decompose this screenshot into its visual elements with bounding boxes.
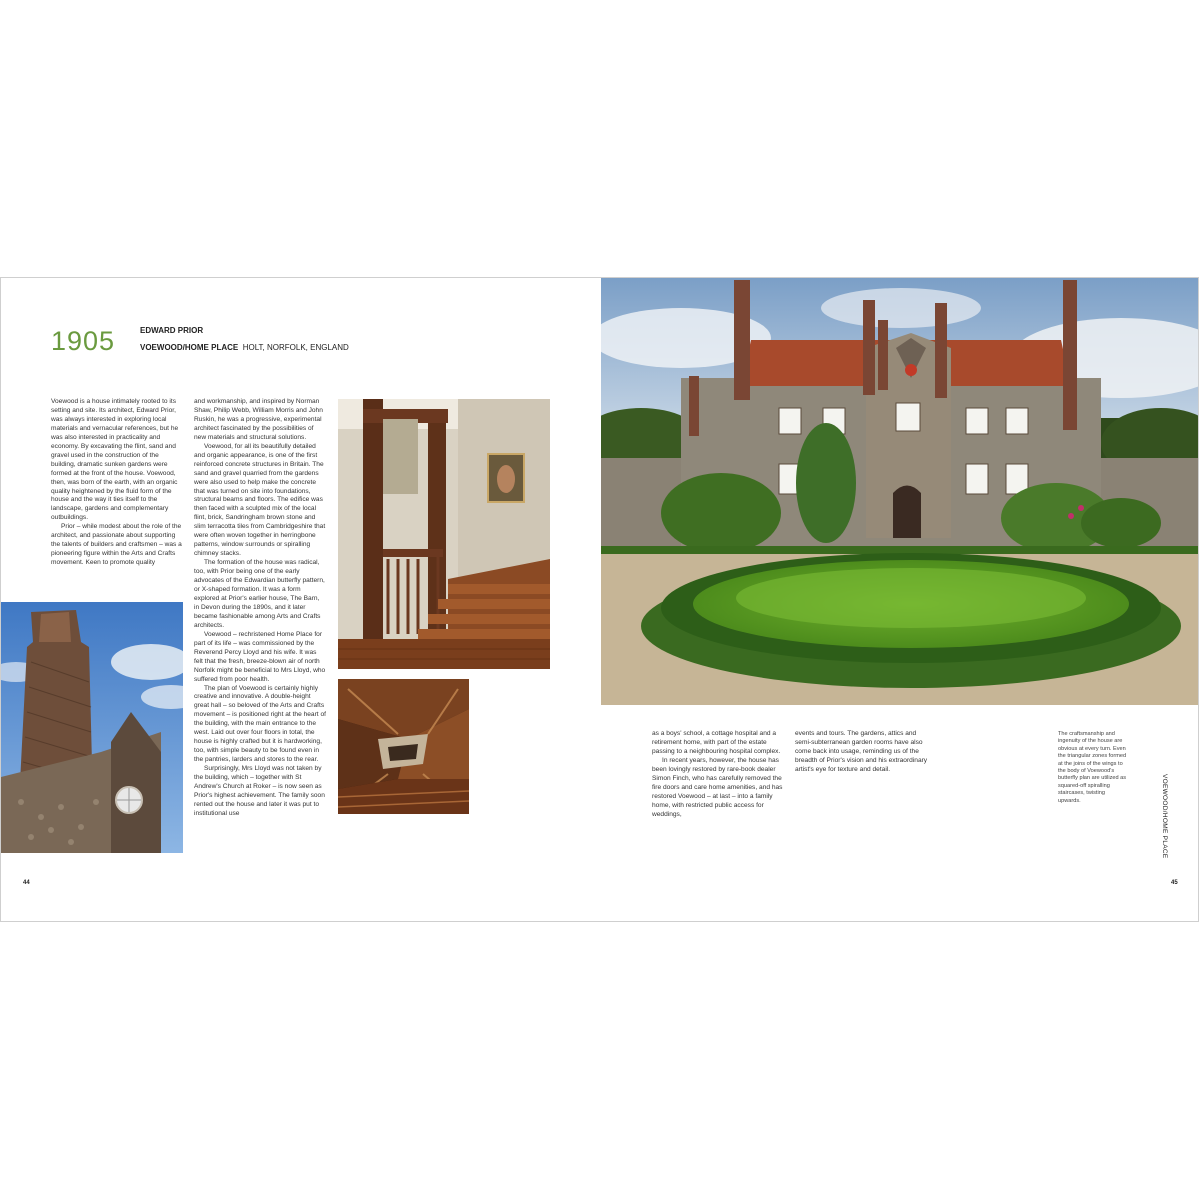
photo-caption: The craftsmanship and ingenuity of the house are obvious at every turn. Even the triangular zones formed at the joins of the wings to the body of Voewood's butterfly plan are utilized as squared-off spiralling staircases, twisting upwards. <box>1058 731 1127 804</box>
left-column-1 <box>51 398 183 568</box>
house-location: HOLT, NORFOLK, ENGLAND <box>242 343 349 352</box>
house-subtitle <box>140 343 349 352</box>
book-spread <box>0 277 1199 922</box>
paragraph: events and tours. The gardens, attics and semi-subterranean garden rooms have also come back into usage, reminding us of the breadth of Prior's vision and his extraordinary artist's eye for texture and detail. <box>795 730 928 773</box>
paragraph: Surprisingly, Mrs Lloyd was not taken by the building, which – together with St Andrew's Church at Roker – is now seen as Prior's highest achievement. The family soon rented out the house and later it was put to institutional use <box>194 765 325 817</box>
paragraph: The plan of Voewood is certainly highly creative and innovative. A double-height great hall – so beloved of the Arts and Crafts movement – is positioned right at the heart of the building, with the main entrance to the west. Laid out over four floors in total, the house is highly crafted but it is hardworking, too, with simple beauty to be found even in the pantries, larders and stores to the rear. <box>194 684 326 764</box>
paragraph: as a boys' school, a cottage hospital and a retirement home, with part of the estate passing to a neighbouring hospital complex. <box>652 730 781 755</box>
paragraph: Voewood, for all its beautifully detailed and organic appearance, is one of the first reinforced concrete structures in Britain. The sand and gravel quarried from the gardens were also used to help make the concrete that was turned on site into foundations, structural beams and floors. The edifice was then faced with a sculpted mix of the local flint, brick, Sandringham brown stone and slim terracotta tiles from Cambridgeshire that were often woven together in herringbone patterns, window surrounds or spiralling chimney stacks. <box>194 442 326 558</box>
voewood-house-photo <box>601 278 1199 705</box>
architect-name: EDWARD PRIOR <box>140 326 204 335</box>
right-column-2 <box>795 730 930 775</box>
chimney-photo <box>1 602 183 853</box>
paragraph: The formation of the house was radical, too, with Prior being one of the early advocates of the Edwardian butterfly pattern, or X-shaped formation. It was a form explored at Prior's earlier house, The Barn, in Devon during the 1890s, and it later became fashionable among Arts and Crafts architects. <box>194 559 325 629</box>
left-column-2 <box>194 398 326 819</box>
page-number-right: 45 <box>1171 880 1178 886</box>
paragraph: and workmanship, and inspired by Norman Shaw, Philip Webb, William Morris and John Ruskin, he was a progressive, experimental architect fascinated by the possibilities of new materials and structural solutions. <box>194 398 323 441</box>
house-name: VOEWOOD/HOME PLACE <box>140 343 239 352</box>
paragraph: In recent years, however, the house has been lovingly restored by rare-book dealer Simon Finch, who has carefully removed the fire doors and care home amenities, and has restored Voewood – at last – into a family home, with restricted public access for weddings, <box>652 756 783 818</box>
running-head: VOEWOOD/HOME PLACE <box>1161 774 1168 859</box>
page-number-left: 44 <box>23 880 30 886</box>
year-heading: 1905 <box>51 326 116 356</box>
paragraph: Prior – while modest about the role of the architect, and passionate about supporting the talents of builders and craftsmen – was a pioneering figure within the Arts and Crafts movement. Keen to promote quality <box>51 523 182 567</box>
paragraph: Voewood is a house intimately rooted to its setting and site. Its architect, Edward Prior, was always interested in exploring local materials and vernacular references, but he was also interested in practicality and economy. By excavating the flint, sand and gravel used in the construction of the building, dramatic sunken gardens were formed at the front of the house. Voewood, then, was born of the earth, with an organic quality heightened by the fluid form of the house and the way it ties itself to the landscape, gardens and complementary outbuildings. <box>51 398 179 522</box>
staircase-hall-photo <box>338 399 550 669</box>
spiral-staircase-photo <box>338 679 469 814</box>
paragraph: Voewood – rechristened Home Place for part of its life – was commissioned by the Reverend Percy Lloyd and his wife. It was felt that the fresh, breeze-blown air of north Norfolk might be beneficial to Mrs Lloyd, who suffered from poor health. <box>194 630 326 683</box>
right-column-1 <box>652 730 787 820</box>
